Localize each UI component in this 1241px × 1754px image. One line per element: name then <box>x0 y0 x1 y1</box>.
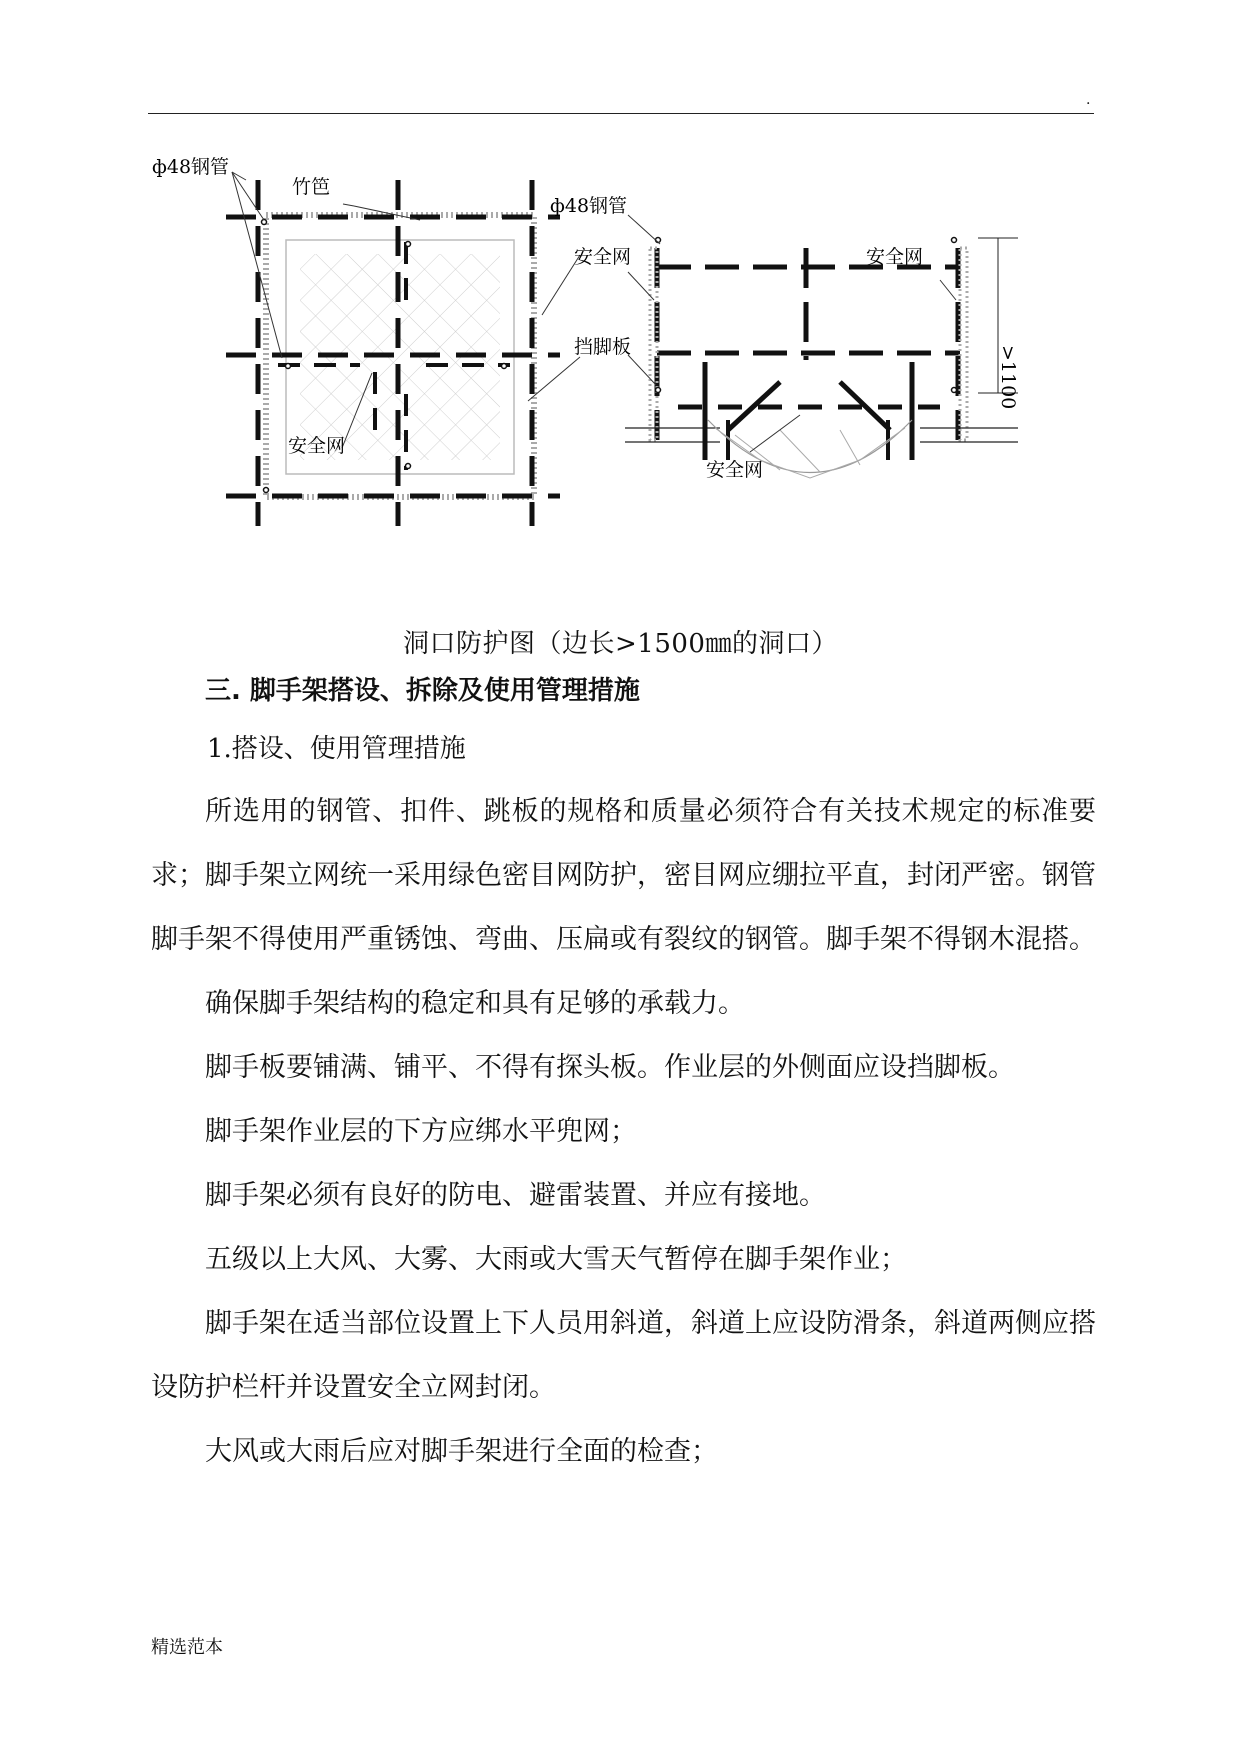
header-rule <box>148 113 1094 114</box>
safety-net-side-left <box>650 248 657 440</box>
figure-caption: 洞口防护图（边长>1500㎜的洞口） <box>403 629 838 659</box>
safety-net-side-right <box>960 248 967 440</box>
paragraph: 所选用的钢管、扣件、跳板的规格和质量必须符合有关技术规定的标准要求；脚手架立网统一采用绿色密目网防护，密目网应绷拉平直，封闭严密。钢管脚手架不得使用严重锈蚀、弯曲、压扁或有裂纹的钢管。脚手架不得钢木混搭。 <box>151 796 1096 955</box>
paragraph: 大风或大雨后应对脚手架进行全面的检查； <box>205 1436 718 1467</box>
opening-protection-figure <box>152 156 1150 600</box>
label-toe-board: 挡脚板 <box>574 336 632 358</box>
plan-view <box>226 172 580 526</box>
paragraph: 脚手架在适当部位设置上下人员用斜道，斜道上应设防滑条，斜道两侧应搭设防护栏杆并设置安全立网封闭。 <box>151 1308 1096 1403</box>
paragraph: 确保脚手架结构的稳定和具有足够的承载力。 <box>205 988 745 1019</box>
subsection-heading: 1.搭设、使用管理措施 <box>207 734 466 764</box>
paragraph: 脚手架必须有良好的防电、避雷装置、并应有接地。 <box>205 1180 826 1211</box>
label-safety-net-left: 安全网 <box>288 435 346 457</box>
section-view <box>625 215 1018 478</box>
paragraph: 五级以上大风、大雾、大雨或大雪天气暂停在脚手架作业； <box>205 1244 907 1275</box>
label-steel-pipe-right: ф48钢管 <box>550 195 628 217</box>
header-mark: . <box>1086 92 1091 108</box>
label-safety-net-bottom: 安全网 <box>706 459 764 481</box>
label-safety-net-top: 安全网 <box>574 246 632 268</box>
section-heading: 三. 脚手架搭设、拆除及使用管理措施 <box>205 676 640 706</box>
label-height-dimension: >1100 <box>997 345 1019 410</box>
opening-frame <box>678 362 940 460</box>
label-safety-net-right: 安全网 <box>866 246 924 268</box>
label-steel-pipe-left: ф48钢管 <box>152 156 230 178</box>
body-text <box>151 780 1096 1484</box>
paragraph: 脚手板要铺满、铺平、不得有探头板。作业层的外侧面应设挡脚板。 <box>205 1052 1015 1083</box>
paragraph: 脚手架作业层的下方应绑水平兜网； <box>205 1116 637 1147</box>
label-bamboo-fence: 竹笆 <box>292 176 331 198</box>
page-footer: 精选范本 <box>151 1637 223 1658</box>
